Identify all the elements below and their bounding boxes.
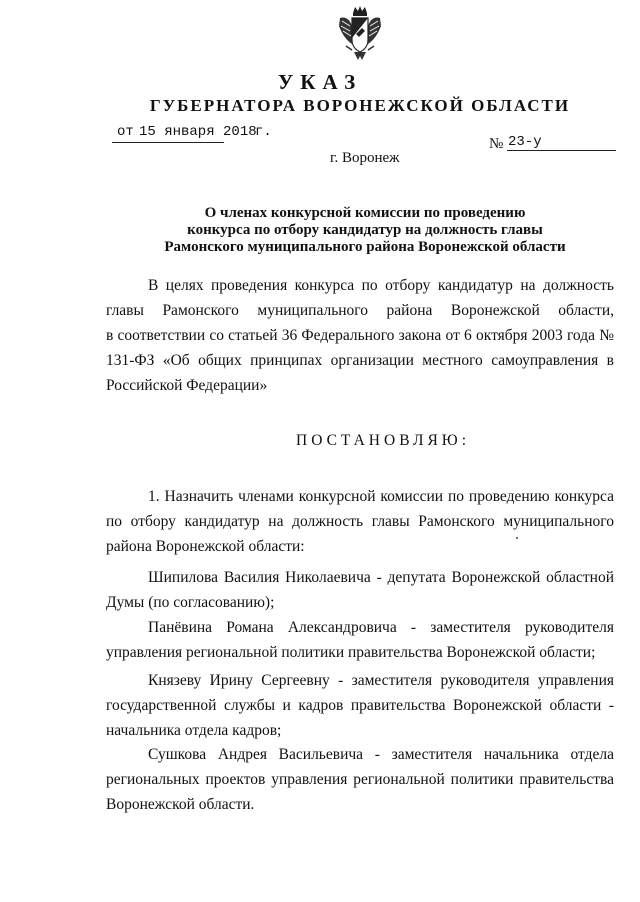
subject-line: О членах конкурсной комиссии по проведению [204,205,526,221]
text-line: Князеву Ирину Сергеевну - заместителя руководителя управления [148,672,614,689]
text-line: В целях проведения конкурса по отбору кандидатур на должность [148,277,614,294]
date-suffix: г. [255,124,272,140]
text-line: Панёвина Романа Александровича - заместителя руководителя [148,619,614,636]
document-subject [110,205,620,256]
text-line: района Воронежской области: [106,538,305,555]
city-name: г. Воронеж [330,150,400,166]
text-line: начальника отдела кадров; [106,722,282,739]
scan-speck [516,537,518,539]
number-sign: № [489,136,504,152]
text-line: Думы (по согласованию); [106,594,275,611]
text-line: по отбору кандидатур на должность главы Рамонского муниципального [106,513,614,530]
number-underline [507,150,616,151]
preamble-paragraph [106,273,614,398]
text-line: Шипилова Василия Николаевича - депутата Воронежской областной [148,569,614,586]
item-1-paragraph [106,484,614,559]
decree-date: 15 января 2018 [139,124,257,140]
decree-word: ПОСТАНОВЛЯЮ: [296,432,471,449]
member-entry [106,742,614,817]
text-line: 1. Назначить членами конкурсной комиссии по проведению конкурса [148,488,614,505]
text-line: региональных проектов управления региональной политики правительства [106,771,614,788]
text-line: государственной службы и кадров правительства Воронежской области - [106,697,614,714]
member-entry [106,668,614,743]
text-line: Воронежской области. [106,796,255,813]
member-entry [106,615,614,665]
text-line: в соответствии со статьей 36 Федерального закона от 6 октября 2003 года № [106,327,614,344]
date-underline [112,142,224,143]
text-line: Сушкова Андрея Васильевича - заместителя начальника отдела [148,746,614,763]
text-line: 131-ФЗ «Об общих принципах организации местного самоуправления в [106,352,614,369]
coat-of-arms-emblem [336,4,384,64]
date-prefix: от [117,124,134,140]
decree-number: 23-у [508,134,542,150]
document-type-title: УКАЗ [277,70,363,94]
text-line: Российской Федерации» [106,377,268,394]
member-entry [106,565,614,615]
subject-line: конкурса по отбору кандидатур на должность главы [187,222,543,238]
issuer-title: ГУБЕРНАТОРА ВОРОНЕЖСКОЙ ОБЛАСТИ [149,96,571,115]
subject-line: Рамонского муниципального района Воронежской области [164,239,566,255]
text-line: главы Рамонского муниципального района Воронежской области, [106,302,614,319]
text-line: управления региональной политики правительства Воронежской области; [106,644,596,661]
